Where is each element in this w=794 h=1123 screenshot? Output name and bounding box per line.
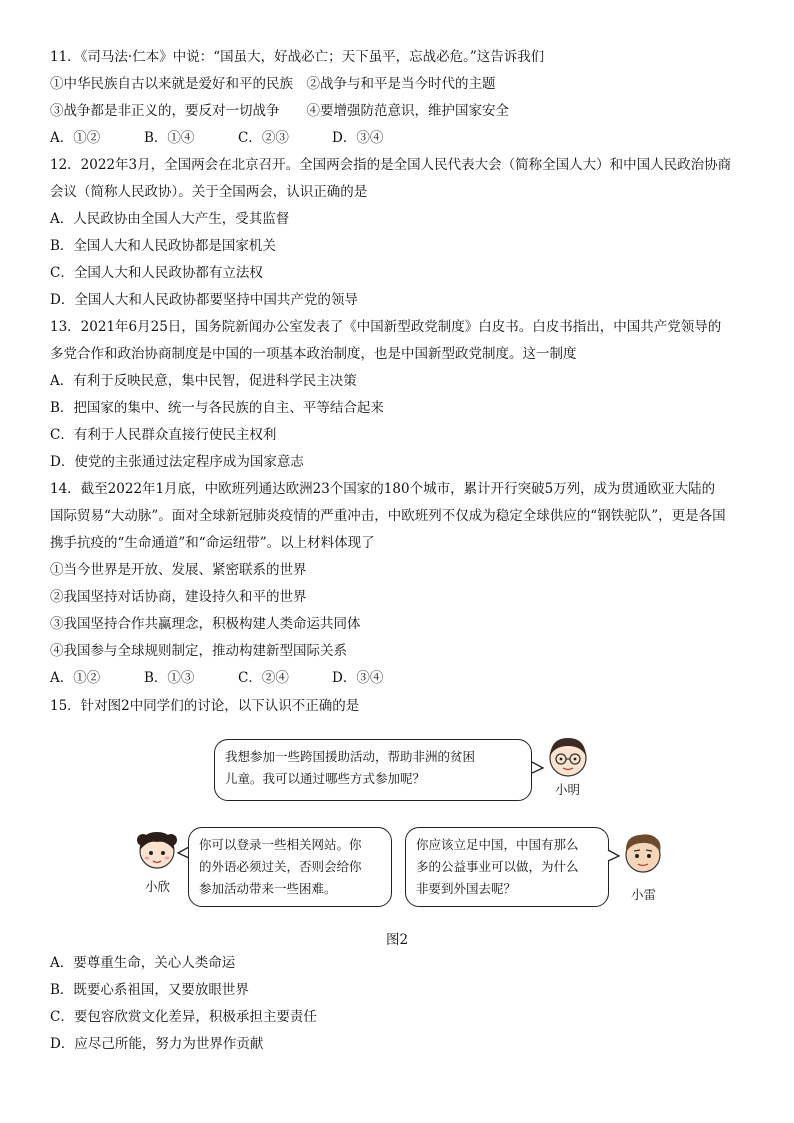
xiaoxin-name: 小欣 <box>145 879 171 894</box>
xiaoming-speech-line: 儿童。我可以通过哪些方式参加呢？ <box>225 771 426 786</box>
q11-option-a[interactable]: A．①② <box>50 130 101 146</box>
q11-option-c[interactable]: C．②③ <box>238 130 289 146</box>
xiaoming-name: 小明 <box>555 782 581 797</box>
xiaoming-avatar <box>545 734 591 780</box>
xiaolei-name: 小雷 <box>631 887 657 902</box>
q12-option-d[interactable]: D．全国人大和人民政协都要坚持中国共产党的领导 <box>50 292 358 308</box>
q12-option-b[interactable]: B．全国人大和人民政协都是国家机关 <box>50 238 276 254</box>
q13-option-a[interactable]: A．有利于反映民意，集中民智，促进科学民主决策 <box>50 373 357 389</box>
xiaolei-avatar <box>620 830 666 878</box>
xiaoxin-speech-bubble <box>188 827 392 907</box>
q13-option-b[interactable]: B．把国家的集中、统一与各民族的自主、平等结合起来 <box>50 400 384 416</box>
q13-stem-line-2: 多党合作和政治协商制度是中国的一项基本政治制度，也是中国新型政党制度。这一制度 <box>50 346 577 362</box>
q14-option-d[interactable]: D．③④ <box>332 670 384 686</box>
xiaoming-speech-bubble <box>214 739 532 801</box>
xiaolei-bubble-tail <box>607 848 621 862</box>
q15-option-a[interactable]: A．要尊重生命，关心人类命运 <box>50 955 236 971</box>
q14-stem-line-3: 携手抗疫的“生命通道”和“命运纽带”。以上材料体现了 <box>50 535 375 551</box>
q14-stem-line-2: 国际贸易“大动脉”。面对全球新冠肺炎疫情的严重冲击，中欧班列不仅成为稳定全球供应的“钢铁驼队”，更是各国 <box>50 508 726 524</box>
q14-statement-4: ④我国参与全球规则制定，推动构建新型国际关系 <box>50 643 347 659</box>
q14-statement-1: ①当今世界是开放、发展、紧密联系的世界 <box>50 562 307 578</box>
xiaoxin-avatar <box>134 826 180 874</box>
xiaolei-speech-line: 多的公益事业可以做，为什么 <box>416 859 579 874</box>
q12-stem-line-2: 会议（简称人民政协）。关于全国两会，认识正确的是 <box>50 184 368 200</box>
q13-stem-line-1: 13．2021年6月25日，国务院新闻办公室发表了《中国新型政党制度》白皮书。白皮书指出，中国共产党领导的 <box>50 319 722 335</box>
q13-option-d[interactable]: D．使党的主张通过法定程序成为国家意志 <box>50 454 304 470</box>
xiaolei-speech-bubble <box>405 827 609 907</box>
q11-option-b[interactable]: B．①④ <box>144 130 195 146</box>
xiaoming-bubble-tail <box>531 760 545 774</box>
q12-stem-line-1: 12．2022年3月，全国两会在北京召开。全国两会指的是全国人民代表大会（简称全国人大）和中国人民政治协商 <box>50 157 732 173</box>
q14-option-b[interactable]: B．①③ <box>144 670 195 686</box>
q15-option-d[interactable]: D．应尽己所能，努力为世界作贡献 <box>50 1036 264 1052</box>
q14-options <box>50 669 383 687</box>
q14-option-a[interactable]: A．①② <box>50 670 101 686</box>
q12-option-c[interactable]: C．全国人大和人民政协都有立法权 <box>50 265 263 281</box>
figure-caption: 图2 <box>385 932 409 948</box>
xiaoming-speech-line: 我想参加一些跨国援助活动，帮助非洲的贫困 <box>225 749 476 764</box>
xiaolei-speech-line: 你应该立足中国，中国有那么 <box>416 837 579 852</box>
q15-stem: 15．针对图2中同学们的讨论，以下认识不正确的是 <box>50 698 360 714</box>
q15-option-c[interactable]: C．要包容欣赏文化差异，积极承担主要责任 <box>50 1009 317 1025</box>
q11-options <box>50 129 383 147</box>
q14-statement-2: ②我国坚持对话协商，建设持久和平的世界 <box>50 589 307 605</box>
q11-stem: 11．《司马法·仁本》中说：“国虽大，好战必亡；天下虽平，忘战必危。”这告诉我们 <box>50 49 545 65</box>
q12-option-a[interactable]: A．人民政协由全国人大产生，受其监督 <box>50 211 290 227</box>
q15-option-b[interactable]: B．既要心系祖国，又要放眼世界 <box>50 982 249 998</box>
q14-option-c[interactable]: C．②④ <box>238 670 289 686</box>
q14-statement-3: ③我国坚持合作共赢理念，积极构建人类命运共同体 <box>50 616 361 632</box>
xiaoxin-speech-line: 你可以登录一些相关网站。你 <box>199 837 362 852</box>
q11-statement-3-4: ③战争都是非正义的，要反对一切战争 ④要增强防范意识，维护国家安全 <box>50 103 509 119</box>
q11-option-d[interactable]: D．③④ <box>332 130 384 146</box>
q13-option-c[interactable]: C．有利于人民群众直接行使民主权利 <box>50 427 277 443</box>
q11-statement-1-2: ①中华民族自古以来就是爱好和平的民族 ②战争与和平是当今时代的主题 <box>50 76 496 92</box>
xiaolei-speech-line: 非要到外国去呢？ <box>416 881 517 896</box>
xiaoxin-speech-line: 参加活动带来一些困难。 <box>199 881 337 896</box>
xiaoxin-speech-line: 的外语必须过关，否则会给你 <box>199 859 362 874</box>
q14-stem-line-1: 14．截至2022年1月底，中欧班列通达欧洲23个国家的180个城市，累计开行突破5万列，成为贯通欧亚大陆的 <box>50 481 716 497</box>
